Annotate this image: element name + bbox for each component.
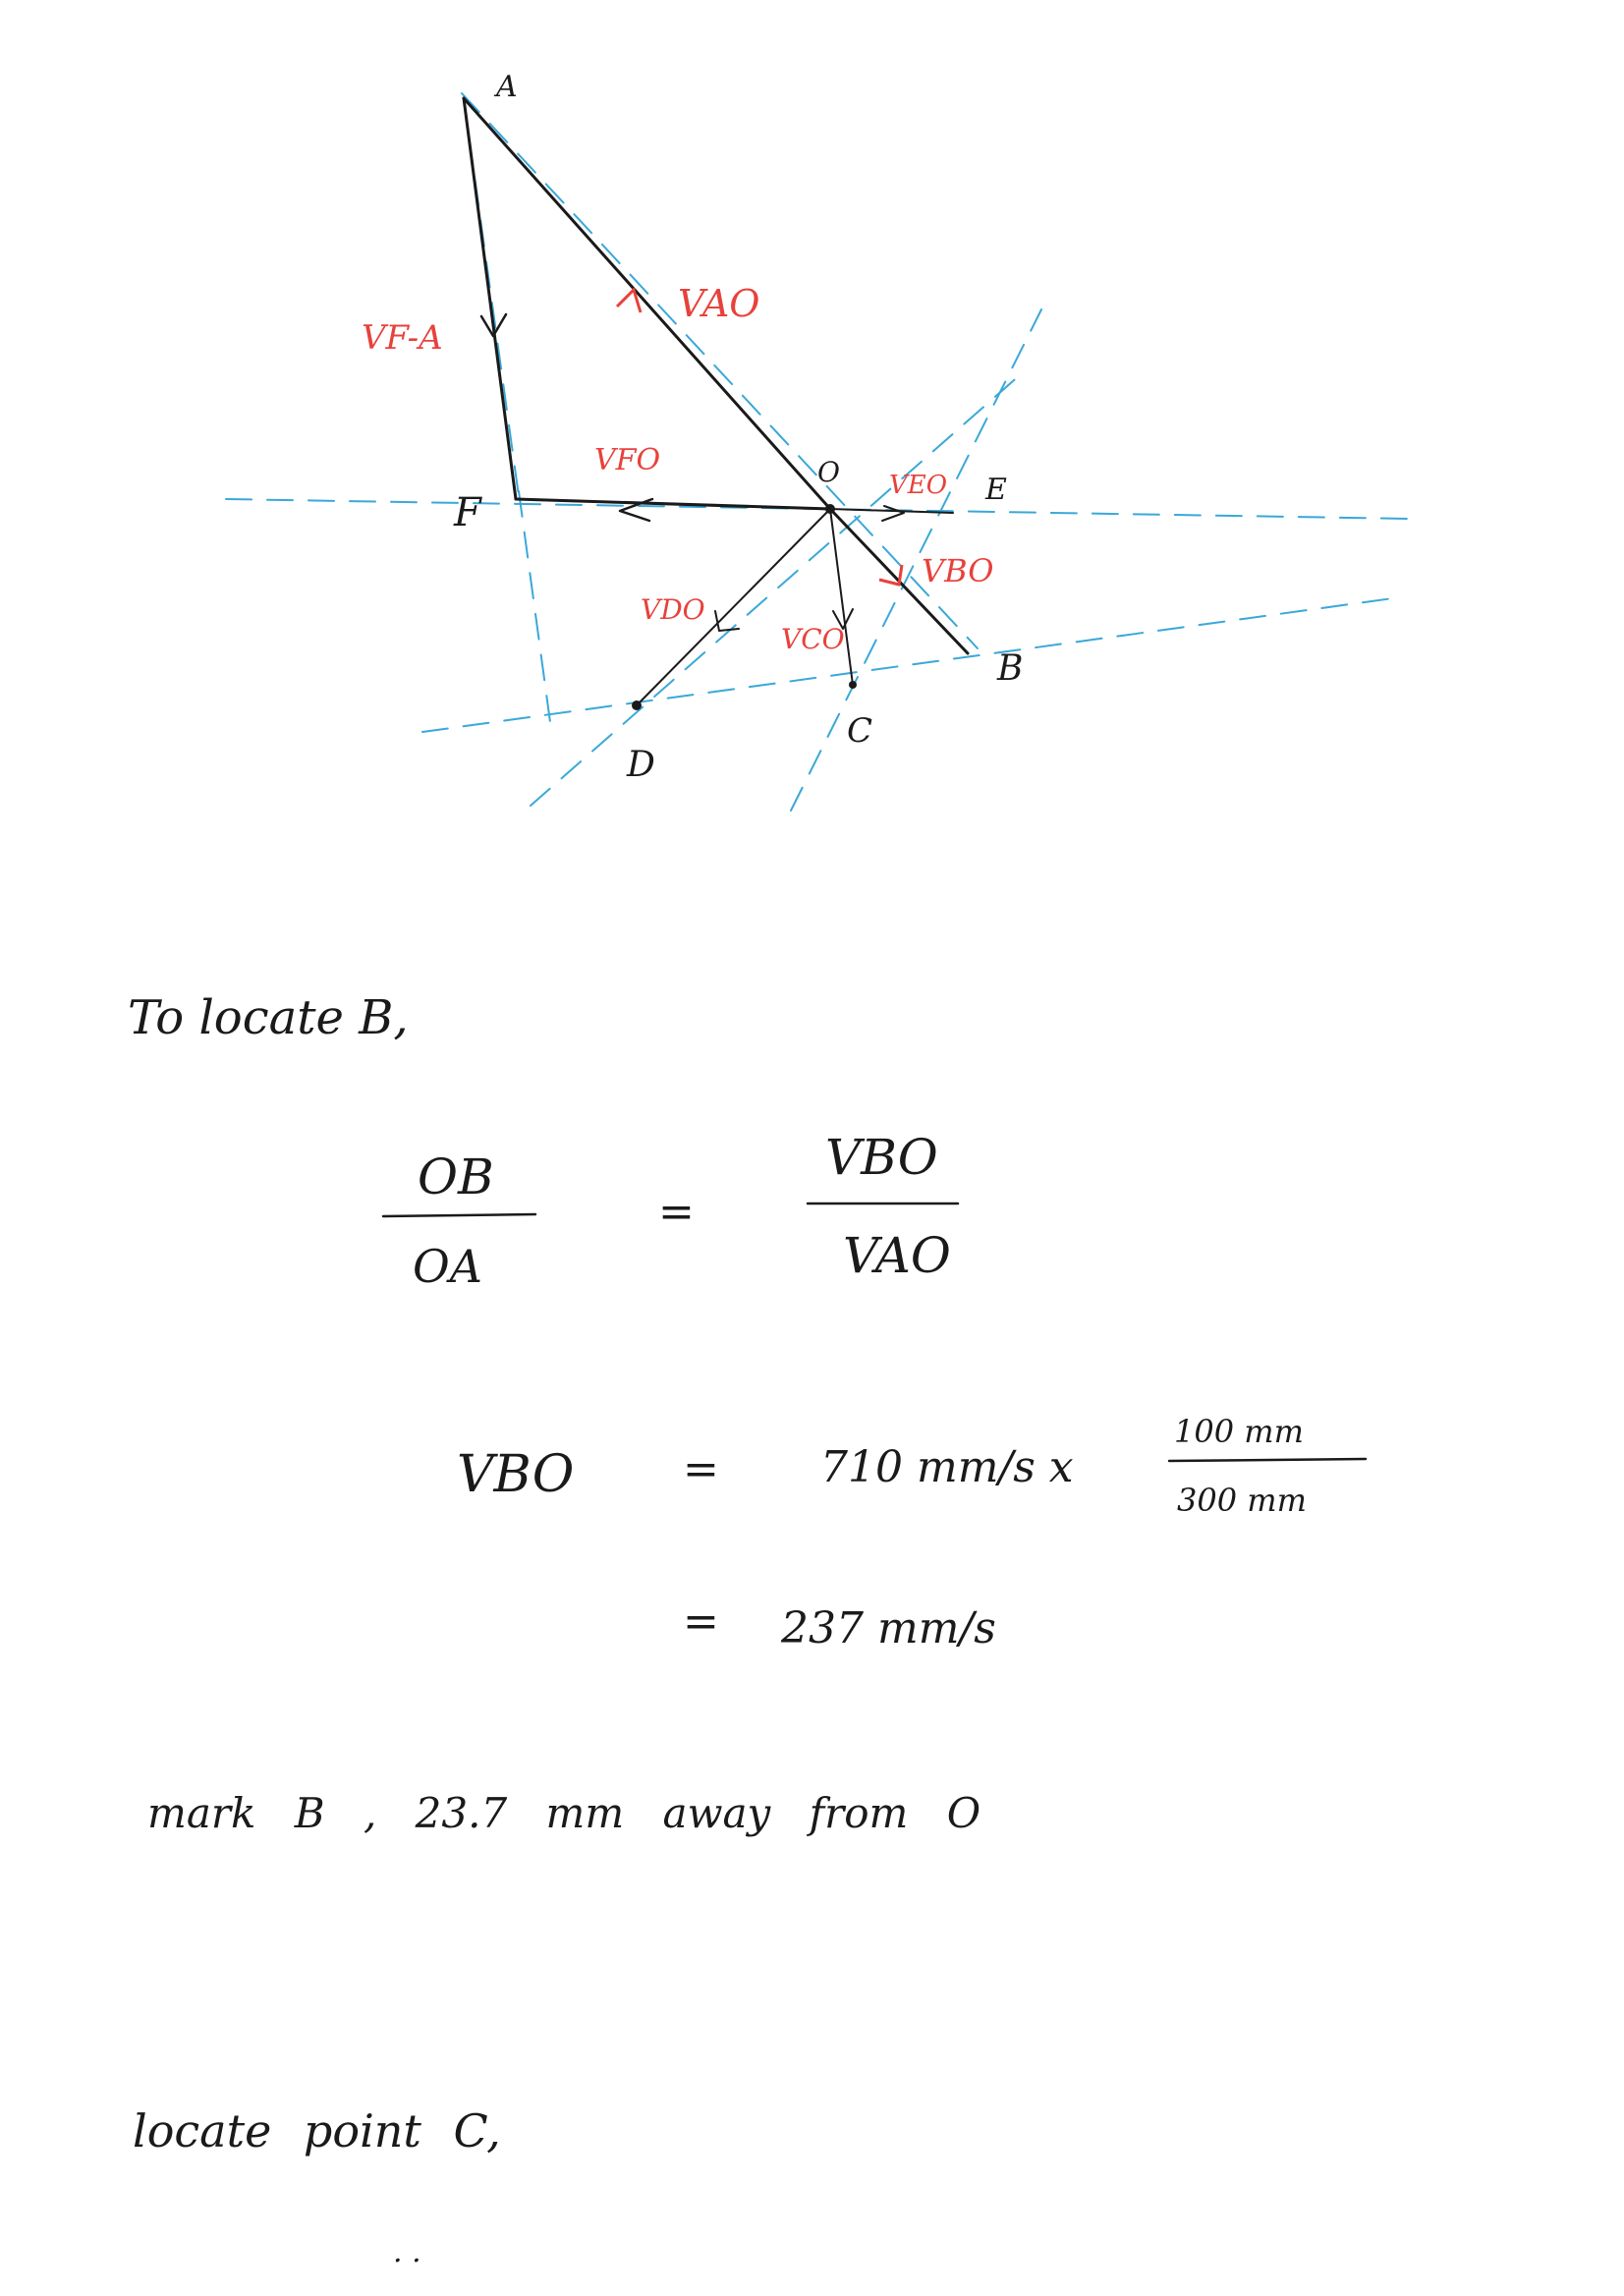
ratio-numerator-left: OB — [418, 1148, 494, 1205]
point-labels — [453, 70, 1023, 785]
annotation-v-fa: VF-A — [362, 318, 443, 358]
annotation-v-fo: VFO — [594, 443, 661, 477]
arrow-eo — [882, 506, 904, 521]
label-d: D — [627, 745, 655, 785]
ratio-numerator-right: VBO — [825, 1129, 938, 1186]
result-equals: = — [683, 1596, 719, 1647]
vertical-construction-line — [519, 491, 550, 722]
label-a: A — [496, 70, 518, 104]
note-mark-b: mark B , 23.7 mm away from O — [147, 1789, 981, 1837]
point-c — [849, 681, 857, 689]
ratio-equals: = — [658, 1187, 695, 1237]
label-e: E — [985, 473, 1007, 507]
ratio-denominator-left: OA — [413, 1240, 482, 1293]
note-locate-b: To locate B, — [128, 990, 409, 1045]
label-o: O — [817, 456, 840, 488]
annotation-v-ao: VAO — [678, 282, 760, 325]
vbo-label: VBO — [457, 1445, 575, 1504]
construction-lines — [226, 93, 1410, 811]
vbo-equals: = — [683, 1444, 719, 1494]
ratio-denominator-right: VAO — [843, 1227, 951, 1284]
diagonal-construction-line-2 — [531, 373, 1022, 806]
ratio-bar-left — [383, 1214, 535, 1216]
diagram-lines — [464, 98, 968, 710]
fraction-denominator: 300 mm — [1177, 1482, 1307, 1519]
line-oc — [830, 509, 853, 685]
result-value: 237 mm/s — [781, 1603, 996, 1653]
lower-construction-line — [422, 597, 1400, 732]
label-c: C — [847, 711, 873, 751]
continuation-dots: . . — [393, 2235, 421, 2269]
label-b: B — [997, 648, 1024, 689]
fraction-numerator: 100 mm — [1174, 1413, 1304, 1450]
arrow-bo-red — [879, 565, 902, 585]
point-o — [825, 504, 835, 514]
line-fa — [464, 98, 516, 499]
diagonal-construction-line-1 — [791, 309, 1041, 811]
vbo-value: 710 mm/s x — [820, 1442, 1074, 1492]
ao-construction-line — [462, 93, 978, 648]
point-d — [632, 700, 642, 710]
annotation-v-eo: VEO — [889, 471, 948, 500]
fraction-bar — [1169, 1459, 1366, 1461]
annotation-v-co: VCO — [781, 623, 845, 655]
annotation-v-bo: VBO — [922, 552, 994, 589]
annotation-v-do: VDO — [641, 593, 705, 626]
label-f: F — [454, 490, 481, 535]
note-locate-c: locate point C, — [133, 2104, 501, 2157]
worked-notes — [128, 990, 1366, 2269]
